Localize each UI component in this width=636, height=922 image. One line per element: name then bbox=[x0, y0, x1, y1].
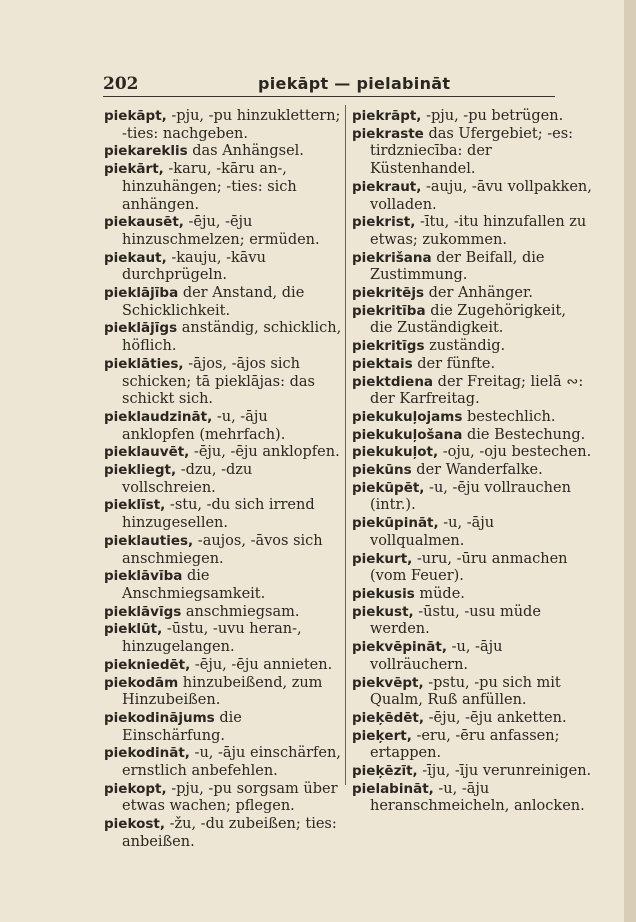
entry-definition: -žu, -du zubeißen; ties: anbeißen. bbox=[122, 816, 337, 850]
entry-headword: piekūpināt, bbox=[352, 515, 439, 532]
entry-headword: piektdiena bbox=[352, 373, 434, 390]
entry-headword: pieķēzīt, bbox=[352, 763, 418, 780]
dictionary-entry bbox=[104, 781, 342, 816]
entry-headword: piekausēt, bbox=[104, 214, 184, 231]
entry-headword: piekukuļošana bbox=[352, 426, 463, 443]
entry-definition: -auju, -āvu vollpakken, volladen. bbox=[370, 178, 592, 213]
entry-definition: anständig, schicklich, höflich. bbox=[122, 320, 342, 355]
entry-definition: -ēju, -ēju hinzuschmelzen; ermüden. bbox=[122, 214, 320, 248]
dictionary-entry bbox=[104, 320, 342, 355]
dictionary-entry bbox=[352, 427, 592, 445]
entry-headword: pieklūt, bbox=[104, 621, 163, 638]
entry-definition: der Beifall, die Zustimmung. bbox=[370, 249, 545, 284]
entry-headword: piekost, bbox=[104, 816, 165, 833]
entry-headword: pieķēdēt, bbox=[352, 709, 424, 726]
entry-definition: -u, -āju heranschmeicheln, anlocken. bbox=[370, 780, 585, 815]
entry-headword: piekūpēt, bbox=[352, 479, 425, 496]
dictionary-entry bbox=[104, 214, 342, 249]
entry-definition: der Anhänger. bbox=[428, 285, 533, 302]
entry-definition: -u, -āju anklopfen (mehrfach). bbox=[122, 408, 286, 443]
running-head: piekāpt — pielabināt bbox=[258, 74, 451, 93]
entry-definition: der Freitag; lielā ∾: der Karfreitag. bbox=[370, 373, 584, 408]
entry-definition: -dzu, -dzu vollschreien. bbox=[122, 462, 253, 496]
entry-headword: piekodināt, bbox=[104, 745, 190, 762]
entry-headword: piekliegt, bbox=[104, 462, 177, 479]
page-header bbox=[103, 72, 555, 97]
entry-definition: die Einschärfung. bbox=[122, 709, 242, 744]
entry-headword: piekopt, bbox=[104, 780, 167, 797]
entry-definition: -pstu, -pu sich mit Qualm, Ruß anfüllen. bbox=[370, 674, 561, 709]
entry-headword: piekvēpināt, bbox=[352, 639, 447, 656]
entry-headword: pieklājīgs bbox=[104, 320, 178, 337]
entry-definition: -u, -āju vollräuchern. bbox=[370, 639, 503, 673]
dictionary-entry bbox=[352, 639, 592, 674]
entry-headword: piekūns bbox=[352, 462, 412, 479]
dictionary-entry bbox=[352, 462, 592, 480]
left-column bbox=[104, 108, 342, 852]
entry-headword: piekraut, bbox=[352, 178, 422, 195]
dictionary-entry bbox=[352, 108, 592, 126]
dictionary-entry bbox=[352, 250, 592, 285]
entry-definition: der Anstand, die Schicklichkeit. bbox=[122, 285, 305, 319]
entry-headword: piekritīgs bbox=[352, 338, 425, 355]
page-number: 202 bbox=[103, 74, 139, 94]
entry-headword: pieklaudzināt, bbox=[104, 408, 213, 425]
dictionary-entry bbox=[352, 409, 592, 427]
dictionary-entry bbox=[352, 444, 592, 462]
entry-headword: piekritība bbox=[352, 302, 426, 319]
entry-definition: -u, -āju vollqualmen. bbox=[370, 515, 495, 549]
entry-headword: piekrāpt, bbox=[352, 108, 422, 124]
entry-definition: der fünfte. bbox=[417, 355, 496, 372]
entry-headword: pieklāties, bbox=[104, 355, 184, 372]
entry-definition: müde. bbox=[419, 585, 465, 602]
entry-headword: pieklīst, bbox=[104, 497, 166, 514]
entry-headword: pieklauvēt, bbox=[104, 444, 190, 461]
dictionary-entry bbox=[104, 462, 342, 497]
entry-headword: pielabināt, bbox=[352, 780, 434, 797]
entry-headword: piekrist, bbox=[352, 214, 416, 231]
dictionary-entry bbox=[104, 604, 342, 622]
entry-definition: -ūstu, -uvu heran-, hinzugelangen. bbox=[122, 621, 302, 656]
entry-definition: -ēju, -ēju anklopfen. bbox=[193, 444, 340, 461]
dictionary-entry bbox=[104, 568, 342, 603]
right-column bbox=[352, 108, 592, 816]
dictionary-entry bbox=[352, 781, 592, 816]
dictionary-entry bbox=[352, 356, 592, 374]
entry-headword: piekāpt, bbox=[104, 108, 167, 124]
entry-definition: -uru, -ūru anmachen (vom Feuer). bbox=[370, 550, 568, 585]
dictionary-entry bbox=[104, 356, 342, 409]
entry-definition: -ājos, -ājos sich schicken; tā pieklājas: das schickt sich. bbox=[122, 355, 315, 408]
entry-definition: bestechlich. bbox=[466, 408, 556, 425]
entry-headword: piektais bbox=[352, 355, 413, 372]
dictionary-entry bbox=[104, 250, 342, 285]
dictionary-entry bbox=[352, 126, 592, 179]
entry-definition: -ūstu, -usu müde werden. bbox=[370, 603, 541, 638]
entry-headword: piekārt, bbox=[104, 161, 164, 178]
dictionary-entry bbox=[104, 409, 342, 444]
entry-definition: -stu, -du sich irrend hinzugesellen. bbox=[122, 497, 315, 532]
entry-headword: piekust, bbox=[352, 603, 414, 620]
dictionary-entry bbox=[352, 515, 592, 550]
dictionary-entry bbox=[352, 604, 592, 639]
dictionary-entry bbox=[352, 285, 592, 303]
entry-definition: das Ufergebiet; -es: tirdzniecība: der Küstenhandel. bbox=[370, 125, 574, 178]
entry-headword: pieklauties, bbox=[104, 532, 194, 549]
dictionary-entry bbox=[104, 285, 342, 320]
entry-headword: piekareklis bbox=[104, 143, 188, 160]
entry-definition: hinzubeißend, zum Hinzubeißen. bbox=[122, 674, 323, 709]
dictionary-entry bbox=[104, 143, 342, 161]
entry-headword: piekrišana bbox=[352, 249, 432, 266]
dictionary-entry bbox=[352, 374, 592, 409]
entry-definition: die Anschmiegsamkeit. bbox=[122, 568, 266, 602]
page-edge bbox=[624, 0, 636, 922]
entry-definition: -oju, -oju bestechen. bbox=[442, 444, 592, 461]
entry-headword: piekurt, bbox=[352, 550, 413, 567]
entry-headword: piekusis bbox=[352, 585, 415, 602]
entry-definition: der Wanderfalke. bbox=[416, 462, 543, 479]
entry-definition: -ēju, -ēju annieten. bbox=[194, 656, 333, 673]
entry-definition: -īju, -īju verunreinigen. bbox=[422, 763, 592, 780]
entry-headword: pieklāvīgs bbox=[104, 603, 182, 620]
dictionary-entry bbox=[104, 444, 342, 462]
dictionary-entry bbox=[352, 675, 592, 710]
entry-definition: anschmiegsam. bbox=[185, 603, 300, 620]
entry-headword: pieklājība bbox=[104, 285, 179, 302]
entry-headword: piekukuļojams bbox=[352, 408, 463, 425]
entry-definition: -karu, -kāru an-, hinzuhängen; -ties: sich anhängen. bbox=[122, 161, 297, 213]
dictionary-entry bbox=[104, 533, 342, 568]
entry-headword: piekvēpt, bbox=[352, 674, 424, 691]
dictionary-entry bbox=[352, 586, 592, 604]
dictionary-entry bbox=[352, 728, 592, 763]
dictionary-entry bbox=[352, 763, 592, 781]
entry-headword: piekaut, bbox=[104, 249, 167, 266]
entry-headword: piekodinājums bbox=[104, 709, 215, 726]
dictionary-entry bbox=[352, 710, 592, 728]
entry-definition: -pju, -pu betrügen. bbox=[426, 108, 564, 124]
entry-definition: -u, -ēju vollrauchen (intr.). bbox=[370, 479, 571, 514]
dictionary-entry bbox=[352, 303, 592, 338]
dictionary-entry bbox=[104, 745, 342, 780]
entry-headword: pieklāvība bbox=[104, 568, 183, 585]
entry-definition: -ēju, -ēju anketten. bbox=[428, 709, 567, 726]
dictionary-entry bbox=[352, 480, 592, 515]
entry-definition: -kauju, -kāvu durchprügeln. bbox=[122, 249, 266, 284]
column-divider bbox=[345, 105, 346, 785]
entry-headword: piekukuļot, bbox=[352, 444, 439, 461]
dictionary-entry bbox=[104, 816, 342, 851]
dictionary-entry bbox=[104, 621, 342, 656]
dictionary-entry bbox=[104, 675, 342, 710]
entry-definition: -eru, -ēru anfassen; ertappen. bbox=[370, 727, 560, 762]
dictionary-entry bbox=[352, 338, 592, 356]
entry-definition: -ītu, -itu hinzufallen zu etwas; zukommen. bbox=[370, 214, 587, 248]
entry-headword: pieķert, bbox=[352, 727, 412, 744]
dictionary-entry bbox=[104, 657, 342, 675]
dictionary-entry bbox=[104, 161, 342, 214]
entry-headword: piekraste bbox=[352, 125, 424, 142]
dictionary-entry bbox=[352, 179, 592, 214]
entry-headword: piekodām bbox=[104, 674, 179, 691]
entry-definition: -u, -āju einschärfen, ernstlich anbefehlen. bbox=[122, 745, 341, 780]
dictionary-entry bbox=[352, 551, 592, 586]
entry-definition: die Zugehörigkeit, die Zuständigkeit. bbox=[370, 302, 566, 337]
entry-definition: -pju, -pu hinzuklettern; -ties: nachgeben. bbox=[122, 108, 341, 142]
entry-headword: piekniedēt, bbox=[104, 656, 191, 673]
dictionary-entry bbox=[352, 214, 592, 249]
entry-definition: zuständig. bbox=[429, 338, 506, 355]
entry-headword: piekritējs bbox=[352, 285, 424, 302]
entry-definition: -pju, -pu sorgsam über etwas wachen; pflegen. bbox=[122, 780, 338, 815]
entry-definition: -aujos, -āvos sich anschmiegen. bbox=[122, 532, 323, 567]
dictionary-entry bbox=[104, 108, 342, 143]
dictionary-entry bbox=[104, 710, 342, 745]
entry-definition: die Bestechung. bbox=[467, 426, 586, 443]
dictionary-entry bbox=[104, 497, 342, 532]
entry-definition: das Anhängsel. bbox=[192, 143, 304, 160]
